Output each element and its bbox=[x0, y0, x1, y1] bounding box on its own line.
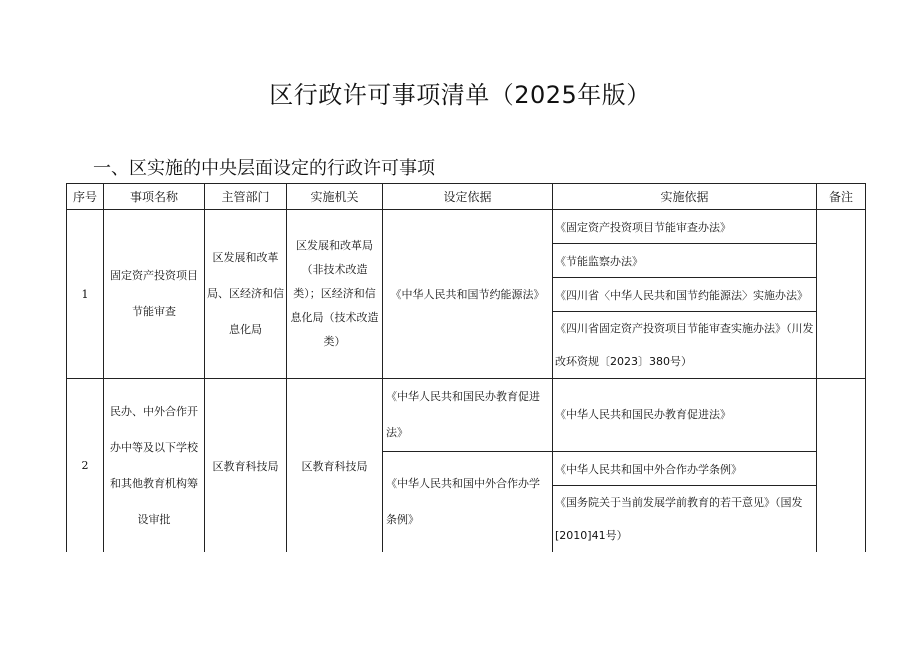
row-remarks bbox=[817, 379, 866, 553]
row-seq: 2 bbox=[67, 379, 104, 553]
row-legal-basis: 《中华人民共和国民办教育促进法》 bbox=[383, 379, 553, 452]
row-remarks bbox=[817, 210, 866, 379]
row-item-name: 固定资产投资项目节能审查 bbox=[104, 210, 205, 379]
row-seq: 1 bbox=[67, 210, 104, 379]
document-title: 区行政许可事项清单（2025年版） bbox=[269, 81, 651, 109]
row-legal-basis: 《中华人民共和国节约能源法》 bbox=[383, 210, 553, 379]
header-legal-basis: 设定依据 bbox=[383, 184, 553, 210]
row-implementation-basis: 《国务院关于当前发展学前教育的若干意见》（国发[2010]41号） bbox=[553, 486, 817, 553]
permit-table bbox=[66, 183, 866, 552]
row-agency: 区教育科技局 bbox=[287, 379, 383, 553]
table-row bbox=[67, 210, 866, 244]
row-implementation-basis: 《中华人民共和国中外合作办学条例》 bbox=[553, 452, 817, 486]
row-implementation-basis: 《节能监察办法》 bbox=[553, 244, 817, 278]
table-row bbox=[67, 379, 866, 452]
row-implementation-basis: 《四川省〈中华人民共和国节约能源法〉实施办法》 bbox=[553, 278, 817, 312]
row-department: 区教育科技局 bbox=[205, 379, 287, 553]
header-item-name: 事项名称 bbox=[104, 184, 205, 210]
row-item-name: 民办、中外合作开办中等及以下学校和其他教育机构筹设审批 bbox=[104, 379, 205, 553]
header-agency: 实施机关 bbox=[287, 184, 383, 210]
table-header-row bbox=[67, 184, 866, 210]
header-department: 主管部门 bbox=[205, 184, 287, 210]
row-agency: 区发展和改革局（非技术改造类）；区经济和信息化局（技术改造类） bbox=[287, 210, 383, 379]
section-heading: 一、区实施的中央层面设定的行政许可事项 bbox=[93, 158, 435, 179]
row-implementation-basis: 《中华人民共和国民办教育促进法》 bbox=[553, 379, 817, 452]
header-seq: 序号 bbox=[67, 184, 104, 210]
header-implementation-basis: 实施依据 bbox=[553, 184, 817, 210]
header-remarks: 备注 bbox=[817, 184, 866, 210]
row-implementation-basis: 《四川省固定资产投资项目节能审查实施办法》（川发改环资规〔2023〕380号） bbox=[553, 312, 817, 379]
row-department: 区发展和改革局、区经济和信息化局 bbox=[205, 210, 287, 379]
row-legal-basis: 《中华人民共和国中外合作办学条例》 bbox=[383, 452, 553, 553]
row-implementation-basis: 《固定资产投资项目节能审查办法》 bbox=[553, 210, 817, 244]
